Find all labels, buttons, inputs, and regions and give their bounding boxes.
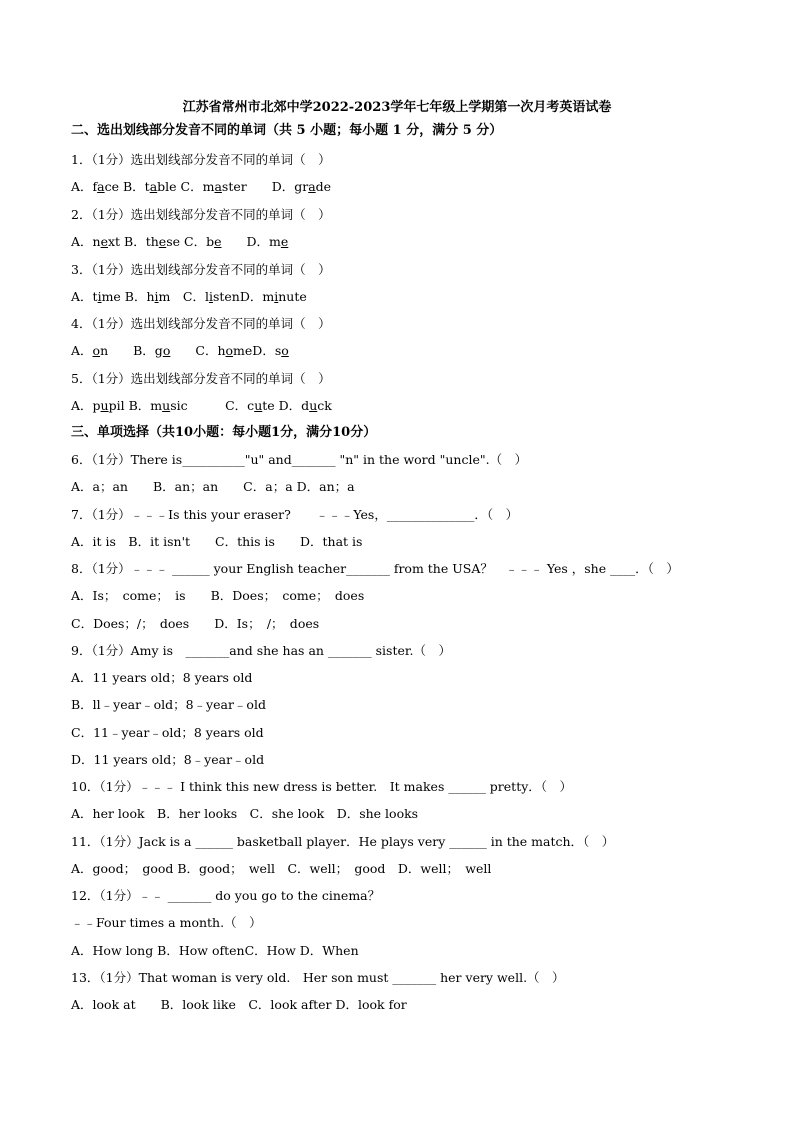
question-12-stem: 12．（1分）﹣﹣ _______ do you go to the cinema？ <box>71 888 381 903</box>
q2-option-d[interactable]: D．me <box>246 234 289 249</box>
question-9-option-a[interactable]: A．11 years old；8 years old <box>71 670 253 685</box>
q5-option-c[interactable]: C．cute <box>225 398 279 413</box>
question-11-stem: 11．（1分）Jack is a ______ basketball player．He plays very ______ in the match．（ ） <box>71 834 615 849</box>
question-13-options[interactable]: A．look at B．look like C．look after D．look for <box>71 997 407 1012</box>
q4-option-a[interactable]: A．on <box>71 343 134 358</box>
q3-option-c[interactable]: C．listen <box>182 289 240 304</box>
question-3-options <box>71 288 307 306</box>
question-9-option-b[interactable]: B．ll﹣year﹣old；8﹣year﹣old <box>71 697 266 712</box>
q1-option-d[interactable]: D．grade <box>271 179 332 194</box>
q1-option-a[interactable]: A．face <box>71 179 123 194</box>
question-7-options[interactable]: A．it is B．it isn't C．this is D．that is <box>71 534 363 549</box>
q3-option-a[interactable]: A．time <box>71 289 125 304</box>
q4-option-c[interactable]: C．home <box>195 343 253 358</box>
section-heading-multiple-choice: 三、单项选择（共10小题：每小题1分，满分10分） <box>71 425 377 440</box>
q2-option-b[interactable]: B．these <box>124 234 184 249</box>
q5-option-b[interactable]: B．music <box>128 398 226 413</box>
question-12-response: ﹣﹣Four times a month.（ ） <box>71 915 262 930</box>
question-5-stem: 5．（1分）选出划线部分发音不同的单词（ ） <box>71 371 331 386</box>
q1-option-c[interactable]: C．master <box>180 179 272 194</box>
question-7-stem: 7．（1分）﹣﹣﹣Is this your eraser? ﹣﹣﹣Yes，______________．（ ） <box>71 507 519 522</box>
q2-option-a[interactable]: A．next <box>71 234 125 249</box>
q2-option-c[interactable]: C．be <box>184 234 222 249</box>
question-9-option-d[interactable]: D．11 years old；8﹣year﹣old <box>71 752 265 767</box>
question-9-option-c[interactable]: C．11﹣year﹣old；8 years old <box>71 725 264 740</box>
question-2-options <box>71 233 288 251</box>
question-3-stem: 3．（1分）选出划线部分发音不同的单词（ ） <box>71 262 331 277</box>
question-9-stem: 9．（1分）Amy is _______and she has an _______ sister.（ ） <box>71 643 451 658</box>
question-13-stem: 13．（1分）That woman is very old. Her son must _______ her very well.（ ） <box>71 970 565 985</box>
q4-option-b[interactable]: B．go <box>133 343 171 358</box>
q3-option-d[interactable]: D．minute <box>239 289 307 304</box>
question-1-options <box>71 178 331 196</box>
question-12-options[interactable]: A．How long B．How oftenC．How D．When <box>71 943 359 958</box>
question-8-options-ab[interactable]: A．Is； come； is B．Does； come； does <box>71 588 365 603</box>
q3-option-b[interactable]: B．him <box>124 289 183 304</box>
question-4-stem: 4．（1分）选出划线部分发音不同的单词（ ） <box>71 316 331 331</box>
document-title: 江苏省常州市北郊中学2022-2023学年七年级上学期第一次月考英语试卷 <box>182 100 612 115</box>
question-8-stem: 8．（1分）﹣﹣﹣ ______ your English teacher_______ from the USA？ ﹣﹣﹣ Yes ，she ____．（ ） <box>71 561 679 576</box>
q5-option-a[interactable]: A．pupil <box>71 398 129 413</box>
question-11-options[interactable]: A．good； good B．good； well C．well； good D．well； well <box>71 861 492 876</box>
question-2-stem: 2．（1分）选出划线部分发音不同的单词（ ） <box>71 207 331 222</box>
question-6-stem: 6．（1分）There is__________"u" and_______ "n" in the word "uncle".（ ） <box>71 452 528 467</box>
question-10-options[interactable]: A．her look B．her looks C．she look D．she looks <box>71 806 419 821</box>
question-1-stem: 1．（1分）选出划线部分发音不同的单词（ ） <box>71 152 331 167</box>
question-8-options-cd[interactable]: C．Does；/； does D．Is； /； does <box>71 616 320 631</box>
question-6-options[interactable]: A．a；an B．an；an C．a；a D．an；a <box>71 479 355 494</box>
section-heading-pronunciation: 二、选出划线部分发音不同的单词（共 5 小题；每小题 1 分，满分 5 分） <box>71 123 503 138</box>
q5-option-d[interactable]: D．duck <box>278 398 332 413</box>
question-10-stem: 10．（1分）﹣﹣﹣ I think this new dress is better. It makes ______ pretty．（ ） <box>71 779 573 794</box>
q1-option-b[interactable]: B．table <box>122 179 181 194</box>
question-5-options <box>71 397 332 415</box>
question-4-options <box>71 342 289 360</box>
q4-option-d[interactable]: D．so <box>252 343 289 358</box>
